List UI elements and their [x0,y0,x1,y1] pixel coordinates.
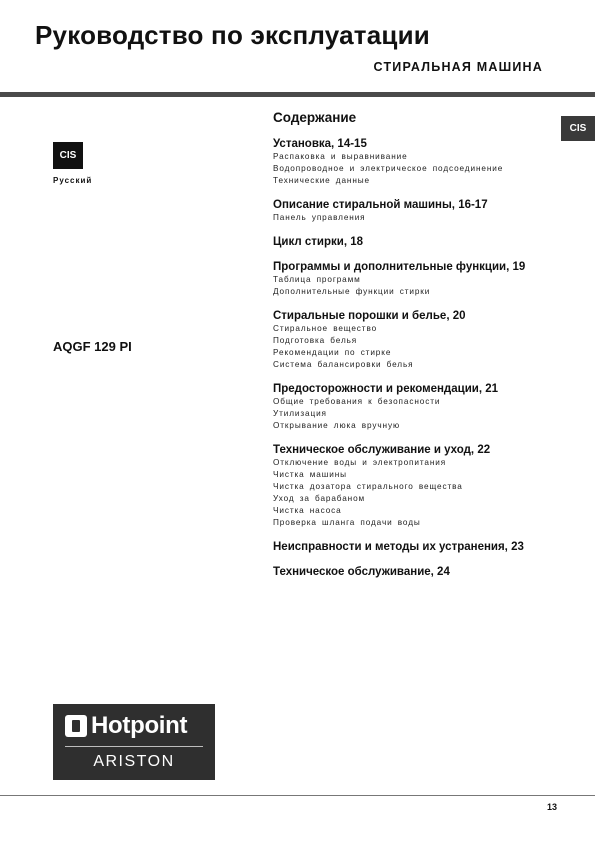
toc-subitem: Система балансировки белья [273,360,414,369]
toc-subitem: Чистка дозатора стирального вещества [273,482,463,491]
toc-subitem: Дополнительные функции стирки [273,287,431,296]
toc-section-heading[interactable]: Установка, 14-15 [273,138,367,150]
toc-section [273,540,563,554]
toc-section-heading[interactable]: Техническое обслуживание и уход, 22 [273,444,491,456]
toc-subitem: Утилизация [273,409,327,418]
toc-subitem: Технические данные [273,176,371,185]
side-tab-cis[interactable]: CIS [561,116,595,141]
toc-subitem: Уход за барабаном [273,494,366,503]
toc-sections [273,137,563,579]
toc-subitem: Стиральное вещество [273,324,378,333]
logo-brand-text: Hotpoint [91,712,188,739]
toc-section [273,565,563,579]
toc-section [273,198,563,224]
toc-subitem: Таблица программ [273,275,361,284]
toc-section-heading[interactable]: Описание стиральной машины, 16-17 [273,199,488,211]
table-of-contents [273,110,563,590]
toc-subitem: Чистка машины [273,470,347,479]
toc-section [273,382,563,432]
toc-subitem: Отключение воды и электропитания [273,458,447,467]
language-label: Русский [53,176,93,185]
logo-divider [65,746,203,747]
toc-section [273,443,563,529]
toc-section [273,137,563,187]
toc-subitem: Проверка шланга подачи воды [273,518,421,527]
language-badge: CIS [53,142,83,169]
toc-section-heading[interactable]: Техническое обслуживание, 24 [273,566,450,578]
toc-subitem: Открывание люка вручную [273,421,401,430]
toc-subitem: Чистка насоса [273,506,342,515]
toc-subitem: Общие требования к безопасности [273,397,441,406]
toc-section-heading[interactable]: Неисправности и методы их устранения, 23 [273,541,524,553]
document-title: Руководство по эксплуатации [35,20,430,50]
toc-section-heading[interactable]: Предосторожности и рекомендации, 21 [273,383,499,395]
toc-section [273,309,563,371]
model-number: AQGF 129 PI [53,339,132,354]
hotpoint-logo-icon [65,715,87,737]
toc-subitem: Рекомендации по стирке [273,348,392,357]
brand-logo [53,704,215,780]
toc-subitem: Водопроводное и электрическое подсоединение [273,164,504,173]
toc-subitem: Панель управления [273,213,366,222]
toc-section-heading[interactable]: Программы и дополнительные функции, 19 [273,261,526,273]
footer-divider [0,795,595,796]
logo-sub-text: ARISTON [93,753,175,770]
toc-title: Содержание [273,110,357,125]
toc-subitem: Подготовка белья [273,336,358,345]
toc-section [273,235,563,249]
document-subtitle: СТИРАЛЬНАЯ МАШИНА [373,60,543,74]
toc-section [273,260,563,298]
page-number: 13 [546,802,557,812]
toc-section-heading[interactable]: Стиральные порошки и белье, 20 [273,310,466,322]
header-divider [0,92,595,97]
toc-section-heading[interactable]: Цикл стирки, 18 [273,236,363,248]
toc-subitem: Распаковка и выравнивание [273,152,408,161]
